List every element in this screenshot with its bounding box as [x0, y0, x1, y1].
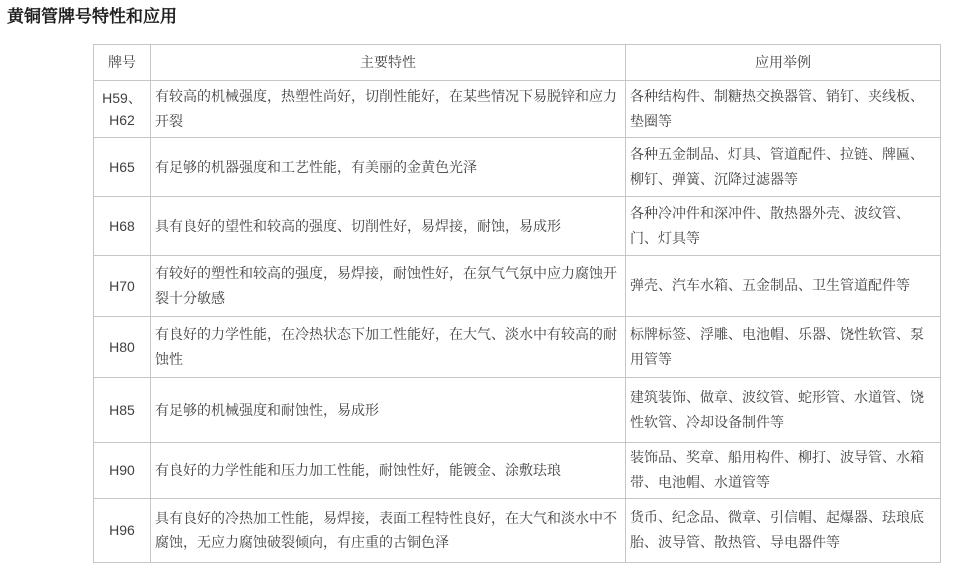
table-container	[93, 44, 972, 563]
features-cell: 有良好的力学性能，在冷热状态下加工性能好，在大气、淡水中有较高的耐蚀性	[151, 316, 626, 377]
table-row	[94, 316, 941, 377]
applications-cell: 建筑装饰、做章、波纹管、蛇形管、水道管、饶性软管、冷却设备制件等	[626, 377, 941, 442]
grade-cell: H90	[94, 442, 151, 498]
grade-cell: H85	[94, 377, 151, 442]
grade-cell: H68	[94, 196, 151, 255]
applications-cell: 各种五金制品、灯具、管道配件、拉链、牌匾、柳钉、弹簧、沉降过滤器等	[626, 137, 941, 196]
table-row	[94, 137, 941, 196]
applications-cell: 货币、纪念品、微章、引信帽、起爆器、珐琅底胎、波导管、散热管、导电器件等	[626, 498, 941, 562]
features-cell: 有较高的机械强度，热塑性尚好，切削性能好，在某些情况下易脱锌和应力开裂	[151, 80, 626, 137]
applications-cell: 装饰品、奖章、船用构件、柳打、波导管、水箱带、电池帽、水道管等	[626, 442, 941, 498]
column-header-grade: 牌号	[94, 44, 151, 80]
applications-cell: 标牌标签、浮雕、电池帽、乐器、饶性软管、泵用管等	[626, 316, 941, 377]
applications-cell: 各种冷冲件和深冲件、散热器外壳、波纹管、门、灯具等	[626, 196, 941, 255]
column-header-features: 主要特性	[151, 44, 626, 80]
features-cell: 有较好的塑性和较高的强度，易焊接，耐蚀性好，在氛气气氛中应力腐蚀开裂十分敏感	[151, 255, 626, 316]
grade-cell: H65	[94, 137, 151, 196]
grade-cell: H70	[94, 255, 151, 316]
table-row	[94, 196, 941, 255]
grade-cell: H59、H62	[94, 80, 151, 137]
brass-grade-table	[93, 44, 941, 563]
table-row	[94, 498, 941, 562]
table-row	[94, 255, 941, 316]
column-header-applications: 应用举例	[626, 44, 941, 80]
features-cell: 有良好的力学性能和压力加工性能，耐蚀性好，能镀金、涂敷珐琅	[151, 442, 626, 498]
page-title: 黄铜管牌号特性和应用	[7, 7, 177, 26]
applications-cell: 弹壳、汽车水箱、五金制品、卫生管道配件等	[626, 255, 941, 316]
features-cell: 具有良好的望性和较高的强度、切削性好，易焊接，耐蚀，易成形	[151, 196, 626, 255]
table-row	[94, 80, 941, 137]
grade-cell: H96	[94, 498, 151, 562]
grade-cell: H80	[94, 316, 151, 377]
features-cell: 有足够的机械强度和耐蚀性，易成形	[151, 377, 626, 442]
table-row	[94, 442, 941, 498]
features-cell: 有足够的机器强度和工艺性能，有美丽的金黄色光泽	[151, 137, 626, 196]
features-cell: 具有良好的冷热加工性能，易焊接，表面工程特性良好，在大气和淡水中不腐蚀，无应力腐蚀破裂倾向，有庄重的古铜色泽	[151, 498, 626, 562]
applications-cell: 各种结构件、制糖热交换器管、销钉、夹线板、垫圈等	[626, 80, 941, 137]
table-row	[94, 377, 941, 442]
table-header-row	[94, 44, 941, 80]
